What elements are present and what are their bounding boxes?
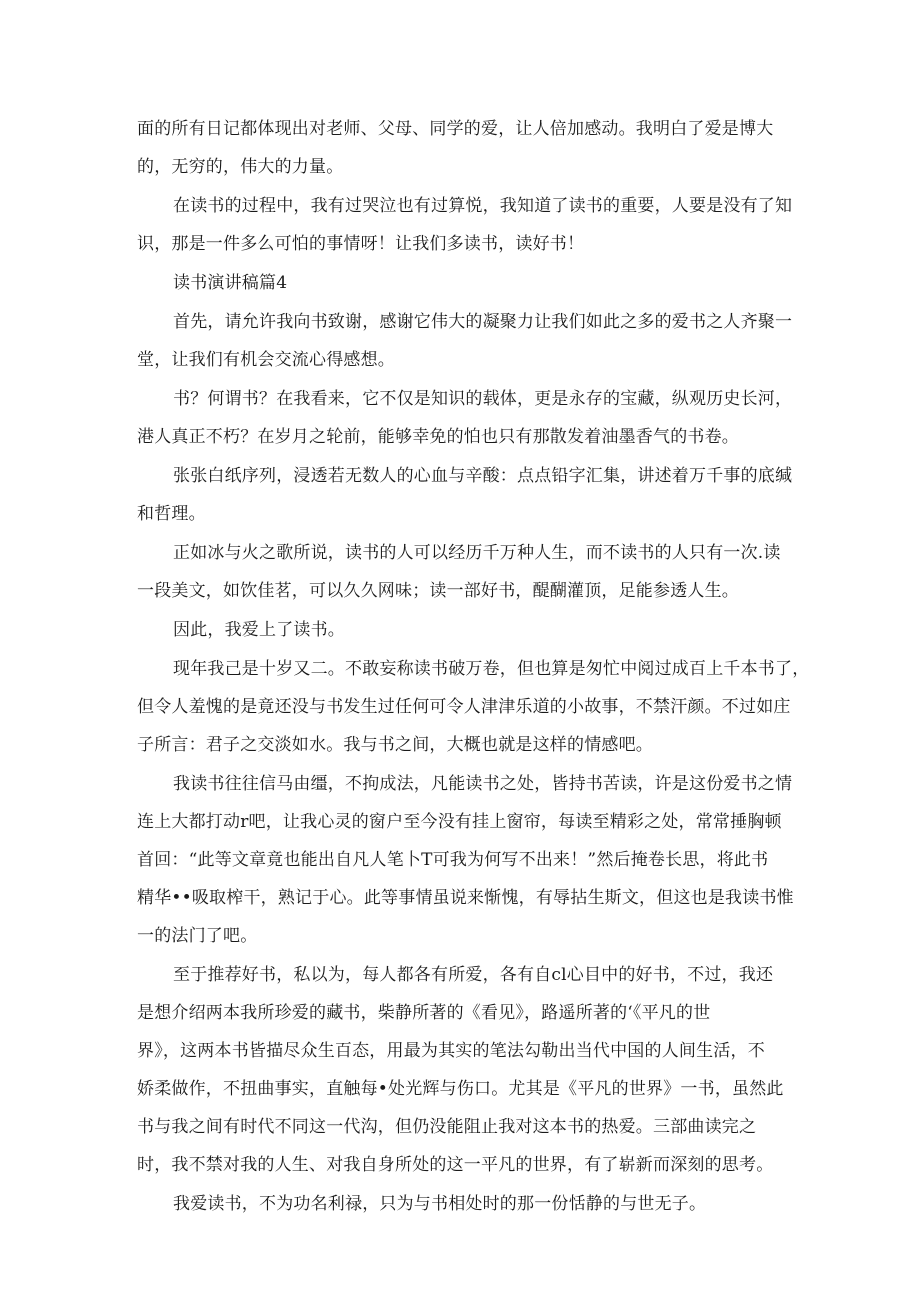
text-line: 识，那是一件多么可怕的事情呀！让我们多读书，读好书！ xyxy=(137,234,585,254)
text-line: 的，无穷的，伟大的力量。 xyxy=(137,157,344,177)
text-line: 书与我之间有时代不同这一代沟，但仍没能阻止我对这本书的热爱。三部曲读完之 xyxy=(137,1117,757,1137)
text-line: 现年我己是十岁又二。不敢妄称读书破万卷，但也算是匆忙中阅过成百上千本书了， xyxy=(173,659,810,679)
section-heading: 读书演讲稿篇4 xyxy=(173,273,288,293)
text-line: 面的所有日记都体现出对老师、父母、同学的爱，让人倍加感动。我明白了爱是博大 xyxy=(137,119,774,139)
text-line: 我爱读书，不为功名利禄，只为与书相处时的那一份恬静的与世无子。 xyxy=(173,1194,707,1214)
text-line: 我读书往往信马由缰，不拘成法，凡能读书之处，皆持书苦读，许是这份爱书之情 xyxy=(173,774,793,794)
text-line: 港人真正不朽？在岁月之轮前，能够幸免的怕也只有那散发着油墨香气的书卷。 xyxy=(137,427,739,447)
text-line: 一的法门了吧。 xyxy=(137,926,258,946)
text-line: 正如冰与火之歌所说，读书的人可以经历千万种人生，而不读书的人只有一次.读 xyxy=(173,543,781,563)
text-line: 子所言：君子之交淡如水。我与书之间，大概也就是这样的情感吧。 xyxy=(137,735,653,755)
document-body xyxy=(137,118,810,1215)
text-line: 首回：“此等文章竟也能出自凡人笔卜T可我为何写不出来！”然后掩卷长思，将此书 xyxy=(137,850,769,870)
text-line: 首先，请允许我向书致谢，感谢它伟大的凝聚力让我们如此之多的爱书之人齐聚一 xyxy=(173,312,793,332)
text-line: 但令人羞愧的是竟还没与书发生过任何可令人津津乐道的小故事，不禁汗颜。不过如庄 xyxy=(137,697,791,717)
text-line: 在读书的过程中，我有过哭泣也有过算悦，我知道了读书的重要，人要是没有了知 xyxy=(173,196,793,216)
text-line: 因此，我爱上了读书。 xyxy=(173,620,345,640)
text-line: 张张白纸序列，浸透若无数人的心血与辛酸：点点铅字汇集，讲述着万千事的底缄 xyxy=(173,466,793,486)
text-line: 时，我不禁对我的人生、对我自身所处的这一平凡的世界，有了崭新而深刻的思考。 xyxy=(137,1155,774,1175)
text-line: 娇柔做作，不扭曲事实，直触每•处光辉与伤口。尤其是《平凡的世界》一书，虽然此 xyxy=(137,1079,784,1099)
text-line: 堂，让我们有机会交流心得感想。 xyxy=(137,350,395,370)
text-line: 和哲理。 xyxy=(137,504,206,524)
text-line: 连上大都打动r吧，让我心灵的窗户至今没有挂上窗帘，每读至精彩之处，常常捶胸顿 xyxy=(137,812,782,832)
text-line: 是想介绍两本我所珍爱的藏书，柴静所著的《看见》，路遥所著的‘《平凡的世 xyxy=(137,1003,711,1023)
text-line: 精华••吸取榨干，熟记于心。此等事情虽说来惭愧，有辱拈生斯文，但这也是我读书惟 xyxy=(137,888,794,908)
text-line: 界》，这两本书皆描尽众生百态，用最为其实的笔法勾勒出当代中国的人间生活，不 xyxy=(137,1041,765,1061)
text-line: 一段美文，如饮佳茗，可以久久网味；读一部好书，醍醐灌顶，足能参透人生。 xyxy=(137,581,739,601)
text-line: 至于推荐好书，私以为，每人都各有所爱，各有自cl心目中的好书，不过，我还 xyxy=(173,965,774,985)
text-line: 书？何谓书？在我看来，它不仅是知识的载体，更是永存的宝藏，纵观历史长河， xyxy=(173,389,793,409)
